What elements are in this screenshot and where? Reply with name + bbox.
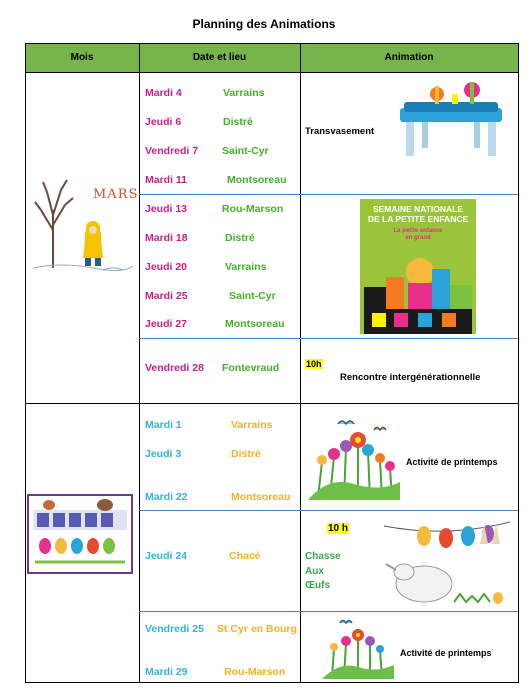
animation-title: Transvasement (305, 126, 375, 137)
poster-line1: SEMAINE NATIONALE (372, 204, 464, 214)
poster-line2: DE LA PETITE ENFANCE (367, 214, 469, 224)
date-place: Varrains (225, 261, 267, 273)
date-day: Jeudi 13 (145, 203, 188, 215)
table-bottom-border (25, 682, 518, 683)
mars-label: MARS (93, 187, 139, 202)
poster-line3: La petite enfance (393, 228, 443, 234)
month-divider (25, 403, 518, 404)
date-day: Mardi 18 (145, 232, 188, 244)
date-place: Montsoreau (225, 318, 285, 330)
date-place: Rou-Marson (224, 666, 286, 678)
date-place: Montsoreau (231, 491, 291, 503)
time-highlight: 10h (306, 359, 322, 369)
date-place: Saint-Cyr (222, 145, 269, 157)
header-bottom-border (25, 72, 518, 73)
column-divider-1 (139, 43, 140, 683)
animation-line: Œufs (305, 580, 330, 591)
date-place: Varrains (223, 87, 265, 99)
date-place: Saint-Cyr (229, 290, 276, 302)
animation-title: Activité de printemps (400, 648, 492, 658)
date-place: Distré (225, 232, 255, 244)
page-title: Planning des Animations (192, 17, 336, 31)
date-place: Montsoreau (227, 174, 287, 186)
date-place: Distré (231, 448, 261, 460)
header-mois: Mois (25, 43, 139, 72)
animation-title: Rencontre intergénérationnelle (340, 372, 481, 383)
water-table-image (392, 78, 510, 163)
animation-line: Chasse (305, 551, 341, 562)
date-place: St Cyr en Bourg (217, 623, 297, 635)
date-day: Mardi 4 (145, 87, 182, 99)
date-day: Jeudi 20 (145, 261, 188, 273)
date-place: Chacé (229, 550, 261, 562)
row-divider (139, 338, 518, 339)
date-place: Rou-Marson (222, 203, 284, 215)
time-highlight: 10 h (328, 523, 349, 534)
poster-semaine-petite-enfance (360, 199, 476, 334)
row-divider (139, 510, 518, 511)
date-day: Vendredi 28 (145, 362, 204, 374)
date-day: Jeudi 3 (145, 448, 182, 460)
date-day: Mardi 11 (145, 174, 188, 186)
date-place: Fontevraud (222, 362, 280, 374)
table-left-border (25, 43, 26, 683)
avril-illustration (27, 494, 133, 574)
header-animation: Animation (300, 43, 518, 72)
date-day: Mardi 22 (145, 491, 188, 503)
date-day: Jeudi 6 (145, 116, 182, 128)
poster-line4: en grand (405, 235, 431, 241)
date-day: Vendredi 25 (145, 623, 204, 635)
spring-flowers-image (322, 615, 394, 679)
animation-time (305, 359, 323, 369)
animation-line: Aux (305, 566, 324, 577)
date-day: Jeudi 24 (145, 550, 188, 562)
spring-flowers-image (308, 412, 400, 500)
date-day: Mardi 29 (145, 666, 188, 678)
date-day: Vendredi 7 (145, 145, 199, 157)
header-date: Date et lieu (139, 43, 300, 72)
date-day: Mardi 1 (145, 419, 182, 431)
date-place: Distré (223, 116, 253, 128)
table-top-border (25, 43, 518, 44)
animation-time (327, 523, 349, 534)
column-divider-2 (300, 43, 301, 683)
row-divider (139, 611, 518, 612)
row-divider (139, 194, 518, 195)
date-place: Varrains (231, 419, 273, 431)
date-day: Jeudi 27 (145, 318, 188, 330)
date-day: Mardi 25 (145, 290, 188, 302)
table-right-border (518, 43, 519, 683)
easter-egg-hunt-image (380, 514, 514, 608)
animation-title: Activité de printemps (406, 457, 498, 467)
